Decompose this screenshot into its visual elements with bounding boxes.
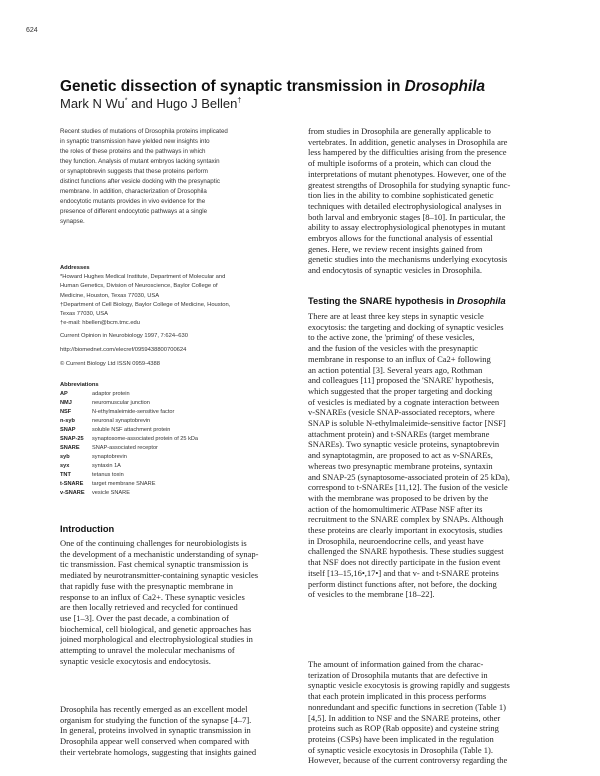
body-line: and endocytosis of synaptic vesicles in Drosophila.: [308, 265, 482, 276]
body-line: joined morphological and electrophysiological studies in: [60, 634, 253, 645]
body-line: proteins (CSPs) have been implicated in the regulation: [308, 733, 494, 744]
intro-heading: Introduction: [60, 524, 115, 534]
right-paragraph-1: [308, 126, 570, 276]
body-line: There are at least three key steps in synaptic vesicle: [308, 311, 484, 321]
body-line: ability to assay electrophysiological phenotypes in mutant: [308, 222, 506, 233]
body-line: of synaptic vesicle exocytosis in Drosophila (Table 1).: [308, 744, 493, 755]
body-line: from studies in Drosophila are generally applicable to: [308, 126, 491, 136]
abstract-line: Recent studies of mutations of Drosophila proteins implicated: [60, 128, 228, 135]
body-line: are then locally retrieved and recycled for continued: [60, 602, 238, 613]
body-line: with the membrane was proposed to be driven by the: [308, 492, 489, 503]
page-number: 624: [26, 27, 38, 34]
body-line: action of the homomultimeric ATPase NSF after its: [308, 503, 483, 514]
copyright-line: © Current Biology Ltd ISSN 0959-4388: [60, 361, 160, 368]
body-line: genetic studies into the mechanisms underlying exocytosis: [308, 254, 508, 265]
abbreviation-value: neuronal synaptobrevin: [92, 418, 151, 425]
article-title-italic: Drosophila: [404, 78, 486, 95]
body-line: membrane in response to an influx of Ca2+ following: [308, 353, 491, 364]
abstract-line: endocytotic mutants provides in vivo evidence for the: [60, 198, 206, 205]
abbreviation-row: [60, 390, 198, 399]
abbreviation-row: [60, 426, 198, 435]
abbreviation-row: [60, 489, 198, 498]
body-line: of vesicles to the membrane [18–22].: [308, 589, 435, 600]
snare-heading-italic: Drosophila: [457, 296, 506, 306]
author-line: [60, 96, 241, 111]
body-line: attempting to unravel the molecular mechanisms of: [60, 645, 235, 656]
abbreviation-row: [60, 453, 198, 462]
addresses-header: Addresses: [60, 265, 90, 271]
abbreviation-key: AP: [60, 391, 68, 398]
body-line: attachment protein) and t-SNAREs (target membrane: [308, 428, 490, 439]
abbreviation-value: syntaxin 1A: [92, 463, 121, 470]
body-line: these proteins are clearly important in exocytosis, studies: [308, 525, 503, 536]
abbreviation-row: [60, 471, 198, 480]
abbreviation-key: TNT: [60, 472, 71, 479]
body-line: proteins such as ROP (Rab opposite) and cysteine string: [308, 723, 499, 734]
body-line: terization of Drosophila mutants that are defective in: [308, 669, 488, 680]
doi-link[interactable]: http://biomednet.com/elecref/0959438800700624: [60, 347, 187, 354]
body-line: and synaptotagmin, are proposed to act as v-SNAREs,: [308, 450, 493, 461]
abbreviation-row: [60, 462, 198, 471]
abbreviation-row: [60, 435, 198, 444]
author-2-mark: †: [237, 97, 242, 105]
abstract-line: distinct functions after vesicle docking with the presynaptic: [60, 178, 220, 185]
abbreviation-value: tetanus toxin: [92, 472, 124, 479]
body-line: correspond to t-SNAREs [11,12]. The fusion of the vesicle: [308, 482, 508, 493]
snare-heading-text: Testing the SNARE hypothesis in: [308, 296, 458, 306]
body-line: tic transmission. Fast chemical synaptic transmission is: [60, 559, 249, 570]
body-line: challenged the SNARE hypothesis. These studies suggest: [308, 546, 504, 557]
body-line: techniques with detailed electrophysiological analyses in: [308, 200, 502, 211]
body-line: response to an influx of Ca2+. These synaptic vesicles: [60, 591, 245, 602]
body-line: to the active zone, the 'priming' of these vesicles,: [308, 332, 475, 343]
abbreviation-key: SNAP: [60, 427, 76, 434]
right-paragraph-2: [308, 311, 570, 600]
abbreviation-key: v-SNARE: [60, 490, 85, 497]
abbreviations-header: Abbreviations: [60, 382, 99, 388]
body-line: and the fusion of the vesicles with the presynaptic: [308, 343, 478, 354]
abbreviation-row: [60, 399, 198, 408]
body-line: that each protein implicated in this process performs: [308, 691, 487, 702]
abbreviation-key: SNAP-25: [60, 436, 84, 443]
body-line: less hampered by the difficulties arising from the presence: [308, 147, 507, 158]
body-line: One of the continuing challenges for neurobiologists is: [60, 538, 247, 548]
intro-paragraph-1: [60, 538, 322, 666]
body-line: genes. Here, we review recent insights gained from: [308, 243, 483, 254]
body-line: recruitment to the SNARE complex by SNAPs. Although: [308, 514, 504, 525]
abbreviation-key: n-syb: [60, 418, 75, 425]
body-line: Drosophila has recently emerged as an excellent model: [60, 704, 248, 714]
abbreviation-value: neuromuscular junction: [92, 400, 150, 407]
body-line: which suggested that the proper targeting and docking: [308, 385, 493, 396]
right-paragraph-3: [308, 659, 570, 766]
body-line: synaptic vesicle exocytosis is growing rapidly and suggests: [308, 680, 510, 691]
email-address[interactable]: †e-mail: hbellen@bcm.tmc.edu: [60, 320, 140, 327]
body-line: SNAP is soluble N-ethylmaleimide-sensitive factor [NSF]: [308, 418, 506, 429]
body-line: perform distinct functions after, not before, the docking: [308, 578, 497, 589]
abstract-line: they function. Analysis of mutant embryos lacking syntaxin: [60, 158, 220, 165]
abbreviation-key: syx: [60, 463, 70, 470]
body-line: synaptic vesicle exocytosis and endocytosis.: [60, 655, 211, 666]
body-line: of vesicles is mediated by a cognate interaction between: [308, 396, 500, 407]
author-1: Mark N Wu: [60, 96, 125, 111]
body-line: itself [13–15,16•,17•] and that v- and t-SNARE proteins: [308, 567, 499, 578]
body-line: However, because of the current controversy regarding the: [308, 755, 508, 766]
body-line: greatest strengths of Drosophila for studying synaptic func-: [308, 179, 511, 190]
author-2: Hugo J Bellen: [156, 96, 238, 111]
article-title: [60, 78, 570, 96]
abbreviation-value: target membrane SNARE: [92, 481, 156, 488]
abstract-line: membrane. In addition, characterization of Drosophila: [60, 188, 207, 195]
body-line: biochemical, cell biological, and genetic approaches has: [60, 623, 252, 634]
abbreviation-key: NSF: [60, 409, 72, 416]
body-line: of multiple isoforms of a protein, which can cloud the: [308, 158, 492, 169]
body-line: and colleagues [11] proposed the 'SNARE' hypothesis,: [308, 375, 494, 386]
abbreviation-value: soluble NSF attachment protein: [92, 427, 171, 434]
abstract-line: in synaptic transmission have yielded new insights into: [60, 138, 210, 145]
body-line: the development of a mechanistic understanding of synap-: [60, 548, 259, 559]
abbreviation-row: [60, 444, 198, 453]
body-line: an action potential [3]. Several years ago, Rothman: [308, 364, 483, 375]
abbreviation-value: SNAP-associated receptor: [92, 445, 158, 452]
body-line: tion lies in the ability to combine sophisticated genetic: [308, 190, 494, 201]
body-line: [4,5]. In addition to NSF and the SNARE proteins, other: [308, 712, 501, 723]
body-line: and SNAP-25 (synaptosome-associated protein of 25 kDa),: [308, 471, 510, 482]
abbreviation-value: vesicle SNARE: [92, 490, 130, 497]
addresses: [60, 264, 282, 328]
article-title-text: Genetic dissection of synaptic transmission in: [60, 78, 405, 95]
body-line: The amount of information gained from the charac-: [308, 659, 484, 669]
address-line: Texas 77030, USA: [60, 311, 109, 318]
intro-paragraph-2: [60, 704, 322, 758]
body-line: SNAREs). Two synaptic vesicle proteins, synaptobrevin: [308, 439, 500, 450]
journal-citation: Current Opinion in Neurobiology 1997, 7:624–630: [60, 333, 188, 339]
body-line: vertebrates. In addition, genetic analyses in Drosophila are: [308, 136, 508, 147]
citation-block: [60, 332, 282, 370]
body-line: interpretations of mutant phenotypes. However, one of the: [308, 168, 507, 179]
body-line: that NSF does not directly participate in the fusion event: [308, 557, 501, 568]
address-line: †Department of Cell Biology, Baylor College of Medicine, Houston,: [60, 301, 231, 308]
body-line: in Drosophila, neuroendocrine cells, and yeast have: [308, 535, 484, 546]
abbreviation-row: [60, 408, 198, 417]
body-line: exocytosis: the targeting and docking of synaptic vesicles: [308, 321, 504, 332]
body-line: that rapidly fuse with the presynaptic membrane in: [60, 580, 234, 591]
abstract-line: presence of different endocytotic pathways at a single: [60, 208, 208, 215]
abbreviation-value: adaptor protein: [92, 391, 130, 398]
abbreviation-value: N-ethylmaleimide-sensitive factor: [92, 409, 175, 416]
abbreviations-table: [60, 390, 198, 498]
body-line: embryos allows for the functional analysis of essential: [308, 233, 493, 244]
abbreviation-key: syb: [60, 454, 70, 461]
address-line: Medicine, Houston, Texas 77030, USA: [60, 292, 160, 299]
body-line: Drosophila appear well conserved when compared with: [60, 736, 250, 747]
abbreviation-key: NMJ: [60, 400, 72, 407]
author-1-mark: *: [124, 97, 128, 105]
abstract: [60, 127, 282, 227]
body-line: both larval and embryonic stages [8–10]. In particular, the: [308, 211, 506, 222]
address-line: Human Genetics, Division of Neuroscience, Baylor College of: [60, 283, 218, 290]
body-line: nonredundant and specific functions in secretion (Table 1): [308, 701, 506, 712]
abstract-line: the roles of these proteins and the pathways in which: [60, 148, 206, 155]
abbreviation-row: [60, 417, 198, 426]
abstract-line: or synaptobrevin suggests that these proteins perform: [60, 168, 208, 175]
abbreviation-row: [60, 480, 198, 489]
author-conjunction: and: [127, 96, 157, 111]
abbreviation-value: synaptosome-associated protein of 25 kDa: [92, 436, 199, 443]
body-line: In general, proteins involved in synaptic transmission in: [60, 725, 251, 736]
body-line: whereas two presynaptic membrane proteins, syntaxin: [308, 460, 493, 471]
body-line: v-SNAREs (vesicle SNAP-associated receptors, where: [308, 407, 495, 418]
abbreviation-value: synaptobrevin: [92, 454, 127, 461]
address-line: *Howard Hughes Medical Institute, Department of Molecular and: [60, 274, 226, 281]
abstract-line: synapse.: [60, 218, 85, 225]
abbreviation-key: t-SNARE: [60, 481, 84, 488]
body-line: use [1–3]. Over the past decade, a combination of: [60, 612, 229, 623]
abbreviations: [60, 381, 282, 498]
abbreviation-key: SNARE: [60, 445, 80, 452]
body-line: their vertebrate homologs, suggesting that insights gained: [60, 746, 257, 757]
body-line: mediated by neurotransmitter-containing synaptic vesicles: [60, 570, 259, 581]
body-line: organism for studying the function of the synapse [4–7].: [60, 714, 252, 725]
snare-section-heading: [308, 296, 506, 306]
